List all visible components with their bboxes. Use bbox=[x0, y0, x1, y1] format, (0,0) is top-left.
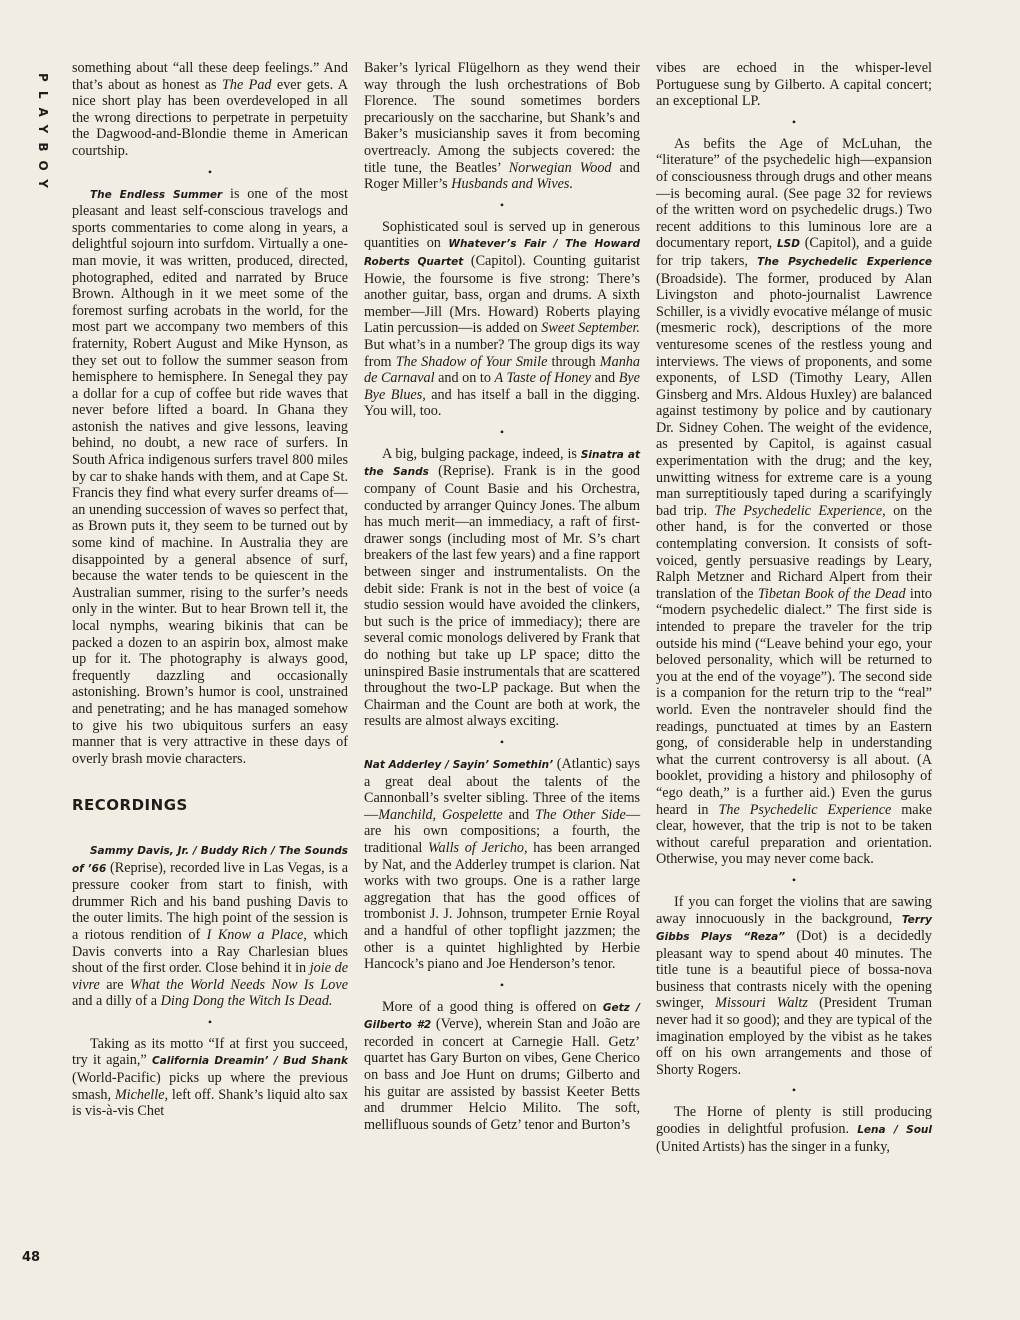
side-masthead bbox=[36, 60, 54, 197]
paragraph: Sammy Davis, Jr. / Buddy Rich / The Sounds of ’66 (Reprise), recorded live in Las Vegas, is a pressure cooker from start to finish, with drummer Rich and his band pushing Davis to the outer limits. The high point of the session is a riotous rendition of I Know a Place, which Davis converts into a Ray Charlesian blues shout of the first order. Close behind it in joie de vivre are What the World Needs Now Is Love and a dilly of a Ding Dong the Witch Is Dead. bbox=[72, 844, 349, 1010]
section-bullet: • bbox=[791, 114, 797, 129]
paragraph: The Horne of plenty is still producing goodies in delightful profusion. Lena / Soul (United Artists) has the singer in a funky, bbox=[656, 1104, 932, 1155]
paragraph: More of a good thing is offered on Getz / Gilberto #2 (Verve), wherein Stan and João are recorded in concert at Carnegie Hall. Getz’ quartet has Gary Burton on vibes, Gene Cherico on bass and Joe Hunt on drums; Gilberto and his guitar are assisted by bassist Keeter Betts and drummer Helcio Milito. The soft, mellifluous sounds of Getz’ tenor and Burton’s bbox=[364, 998, 640, 1133]
paragraph: Baker’s lyrical Flügelhorn as they wend their way through the lush orchestrations of Bob Florence. The sound sometimes borders precariously on the saccharine, but Shank’s and Baker’s musicianship saves it from becoming overtreacly. Among the subjects covered: the title tune, the Beatles’ Norwegian Wood and Roger Miller’s Husbands and Wives. bbox=[364, 60, 640, 193]
paragraph: As befits the Age of McLuhan, the “literature” of the psychedelic high—expansion of consciousness through drugs and other means—is becoming aural. (See page 32 for reviews of the written word on psychedelic drugs.) Two recent additions to this luminous lore are a documentary report, LSD (Capitol), and a guide for trip takers, The Psychedelic Experience (Broadside). The former, produced by Alan Livingston and photo-journalist Lawrence Schiller, is a vividly evocative mélange of music (mesmeric rock), descriptions of the more venturesome scenes of the restless young and interviews. The views of proponents, and some exponents, of LSD (Timothy Leary, Allen Ginsberg and Mrs. Aldous Huxley) are balanced against testimony by police and by cautionary Dr. Sidney Cohen. The weight of the evidence, as presented by Capitol, is against casual experimentation with the drug; and the key, unwitting witness for extreme care is a young man surreptitiously taped during a scarifyingly bad trip. The Psychedelic Experience, on the other hand, is for the converted or those contemplating conversion. It consists of soft-voiced, gently persuasive readings by Leary, Ralph Metzner and Richard Alpert from their translation of the Tibetan Book of the Dead into “modern psychedelic dialect.” The first side is intended to prepare the traveler for the trip outside his mind (“Leave behind your ego, your beloved personality, which will be returned to you at the end of the voyage”). The second side is a companion for the return trip to the “real” world. Even the nontraveler should find the readings, punctuated at times by an Eastern gong, of considerable help in understanding what the current controversy is all about. (A booklet, providing a history and philosophy of “ego death,” is a further aid.) Even the gurus heard in The Psychedelic Experience make clear, however, that the trip is not to be taken without careful preparation and orientation. Otherwise, you may never come back. bbox=[656, 135, 933, 868]
section-bullet: • bbox=[499, 424, 505, 439]
section-bullet: • bbox=[499, 197, 505, 212]
review-title: Lena / Soul bbox=[857, 1124, 932, 1137]
page-number: 48 bbox=[22, 1250, 41, 1265]
section-heading: RECORDINGS bbox=[72, 796, 188, 815]
review-title: LSD bbox=[776, 238, 800, 251]
section-bullet: • bbox=[499, 734, 505, 749]
review-title: Nat Adderley / Sayin’ Somethin’ bbox=[364, 758, 554, 771]
paragraph: Taking as its motto “If at first you succeed, try it again,” California Dreamin’ / Bud Shank (World-Pacific) picks up where the previous smash, Michelle, left off. Shank’s liquid alto sax is vis-à-vis Chet bbox=[72, 1035, 349, 1120]
section-bullet: • bbox=[207, 1014, 213, 1029]
section-bullet: • bbox=[791, 1083, 797, 1098]
paragraph: A big, bulging package, indeed, is Sinatra at the Sands (Reprise). Frank is in the good company of Count Basie and his Orchestra, conducted by arranger Quincy Jones. The album has much merit—an immediacy, a raft of first-drawer songs (including most of Mr. S’s chart breakers of the last few years) and a fine rapport between singer and instrumentalists. On the debit side: Frank is not in the best of voice (a studio session would have avoided the clinkers, but such is the price of immediacy); there are several comic monologs delivered by Frank that do nothing but take up LP space; ditto the uninspired Basie instrumentals that are scattered throughout the two-LP package. But when the Chairman and the Count are both at work, the results are almost always exciting. bbox=[364, 445, 641, 730]
review-title: Sammy Davis, Jr. / Buddy Rich / The Sounds of ’66 bbox=[72, 844, 348, 875]
paragraph: Sophisticated soul is served up in generous quantities on Whatever’s Fair / The Howard Roberts Quartet (Capitol). Counting guitarist Howie, the foursome is five strong: There’s another guitar, bass, organ and drums. A sixth member—Jill (Mrs. Howard) Roberts playing Latin percussion—is added on Sweet September. But what’s in a number? The group digs its way from The Shadow of Your Smile through Manha de Carnaval and on to A Taste of Honey and Bye Bye Blues, and has itself a ball in the digging. You will, too. bbox=[364, 218, 640, 420]
paragraph: Nat Adderley / Sayin’ Somethin’ (Atlantic) says a great deal about the talents of the Cannonball’s svelter sibling. Three of the items—Manchild, Gospelette and The Other Side—are his own compositions; a fourth, the traditional Walls of Jericho, has been arranged by Nat, and the Adderley trumpet is clarion. Nat works with two groups. One is a rather large aggregation that has the good offices of trombonist J. J. Johnson, trumpeter Ernie Royal and a handful of other topflight jazzmen; the other is a quintet highlighted by Herbie Hancock’s piano and Joe Henderson’s tenor. bbox=[364, 755, 640, 973]
paragraph: The Endless Summer is one of the most pleasant and least self-conscious travelogs and sports commentaries to come along in years, a delightful sojourn into surfdom. Virtually a one-man movie, it was written, produced, directed, photographed, edited and narrated by Bruce Brown. Although in it we meet some of the foremost surfing acrobats in the world, for the most part we accompany two members of this fraternity, Robert August and Mike Hynson, as they set out to follow the summer season from hemisphere to hemisphere. In Senegal they pay a dollar for a cup of coffee but ride waves that never before lifted a board. In Ghana they astonish the natives and give lessons, leaving behind, no doubt, a new race of surfers. In South Africa indigenous surfers travel 800 miles by car to shake hands with them, and at Cape St. Francis they find what every surfer dreams of—an unending succession of waves so perfect that, as Brown puts it, they seem to be turned out by some kind of machine. In Australia they are disappointed by a general absence of surf, because the water tends to be quiescent in the Australian summer, rising to the surfer’s needs only in the winter. But to hear Brown tell it, the local nymphs, wearing bikinis that can be packed a dozen to an aspirin box, almost make up for it. The photography is always good, frequently dazzling and occasionally astonishing. Brown’s humor is cool, unstrained and penetrating; and he has managed somehow to give his two ubiquitous surfers an easy manner that is very attractive in these days of overly brash movie characters. bbox=[72, 185, 348, 767]
column-2 bbox=[364, 60, 640, 1133]
review-title: The Endless Summer bbox=[90, 188, 223, 201]
masthead-text: PLAYBOY bbox=[36, 73, 50, 197]
column-3 bbox=[656, 60, 932, 1155]
paragraph: vibes are echoed in the whisper-level Portuguese sung by Gilberto. A capital concert; an exceptional LP. bbox=[656, 60, 932, 110]
review-title: Getz / Gilberto #2 bbox=[364, 1001, 640, 1032]
review-title: Sinatra at the Sands bbox=[364, 448, 640, 479]
review-title: Whatever’s Fair / The Howard Roberts Quartet bbox=[364, 238, 640, 268]
review-title: Terry Gibbs Plays “Reza” bbox=[656, 913, 932, 944]
paragraph: something about “all these deep feelings.” And that’s about as honest as The Pad ever gets. A nice short play has been overdeveloped in all the wrong directions to perpetrate in perpetuity the Dagwood-and-Blondie theme in American courtship. bbox=[72, 60, 349, 159]
review-title: The Psychedelic Experience bbox=[757, 255, 932, 268]
column-1 bbox=[72, 60, 348, 1120]
paragraph: If you can forget the violins that are sawing away innocuously in the background, Terry Gibbs Plays “Reza” (Dot) is a decidedly pleasant way to spend about 40 minutes. The title tune is a beautiful piece of bossa-nova business that contrasts nicely with the opening swinger, Missouri Waltz (President Truman never had it so good); and they are typical of the imagination employed by the vibist as he takes off on his own arrangements and those of Shorty Rogers. bbox=[656, 893, 932, 1078]
review-title: California Dreamin’ / Bud Shank bbox=[151, 1055, 348, 1068]
section-bullet: • bbox=[791, 872, 797, 887]
section-bullet: • bbox=[207, 164, 213, 179]
section-bullet: • bbox=[499, 977, 505, 992]
